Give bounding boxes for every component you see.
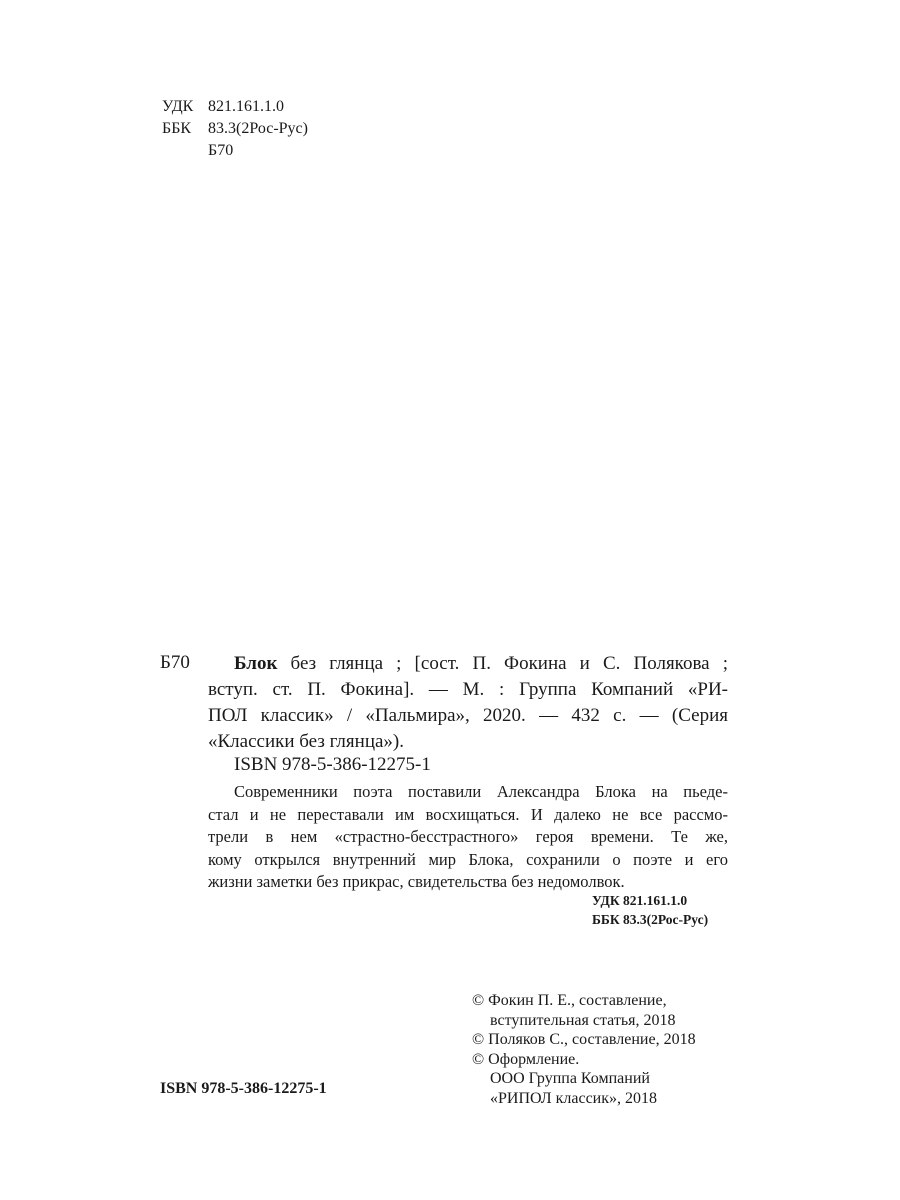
entry-line-4: «Классики без глянца»). <box>208 731 405 752</box>
top-classification <box>162 96 308 162</box>
entry-line-1 <box>208 651 728 677</box>
copyright-design-publisher: ООО Группа Компаний <box>490 1070 650 1087</box>
copyright-compiler-2: © Поляков С., составление, 2018 <box>472 1031 696 1048</box>
annotation-line: трели в нем «страстно-бесстрастного» героя времени. Те же, <box>208 827 728 846</box>
author-mark-row <box>162 140 308 162</box>
entry-line-2: вступ. ст. П. Фокина]. — М. : Группа Компаний «РИ- <box>208 679 728 700</box>
copyright-design: © Оформление. <box>472 1050 580 1068</box>
author-mark-top: Б70 <box>208 142 234 159</box>
bbk-row <box>162 118 308 140</box>
bbk-label: ББК <box>162 120 192 137</box>
catalog-author-mark: Б70 <box>160 652 190 673</box>
udk-row <box>162 96 308 118</box>
right-bbk: ББК 83.3(2Рос-Рус) <box>592 912 709 927</box>
entry-title: Блок <box>234 653 278 674</box>
copyright-compiler-1: © Фокин П. Е., составление, <box>472 992 667 1009</box>
bbk-value: 83.3(2Рос-Рус) <box>208 120 308 137</box>
catalog-entry <box>208 651 728 755</box>
annotation-line: Современники поэта поставили Александра Блока на пьеде- <box>234 782 728 801</box>
udk-value: 821.161.1.0 <box>208 98 284 115</box>
annotation-line: жизни заметки без прикрас, свидетельства без недомолвок. <box>208 872 625 891</box>
copyright-compiler-1-cont: вступительная статья, 2018 <box>490 1011 676 1029</box>
copyright-design-publisher-cont: «РИПОЛ классик», 2018 <box>490 1089 658 1107</box>
udk-label: УДК <box>162 98 194 115</box>
entry-isbn: ISBN 978-5-386-12275-1 <box>234 754 431 775</box>
annotation-line: стал и не переставали им восхищаться. И далеко не все рассмо- <box>208 804 728 824</box>
copyrights <box>472 991 696 1108</box>
right-classification <box>592 891 708 929</box>
entry-line-1-rest: без глянца ; [сост. П. Фокина и С. Полякова ; <box>277 653 728 674</box>
bottom-isbn: ISBN 978-5-386-12275-1 <box>160 1080 327 1097</box>
entry-line-3: ПОЛ классик» / «Пальмира», 2020. — 432 с. — (Серия <box>208 705 728 726</box>
annotation-line: кому открылся внутренний мир Блока, сохранили о поэте и его <box>208 849 728 869</box>
right-udk: УДК 821.161.1.0 <box>592 893 688 908</box>
annotation <box>208 781 728 894</box>
